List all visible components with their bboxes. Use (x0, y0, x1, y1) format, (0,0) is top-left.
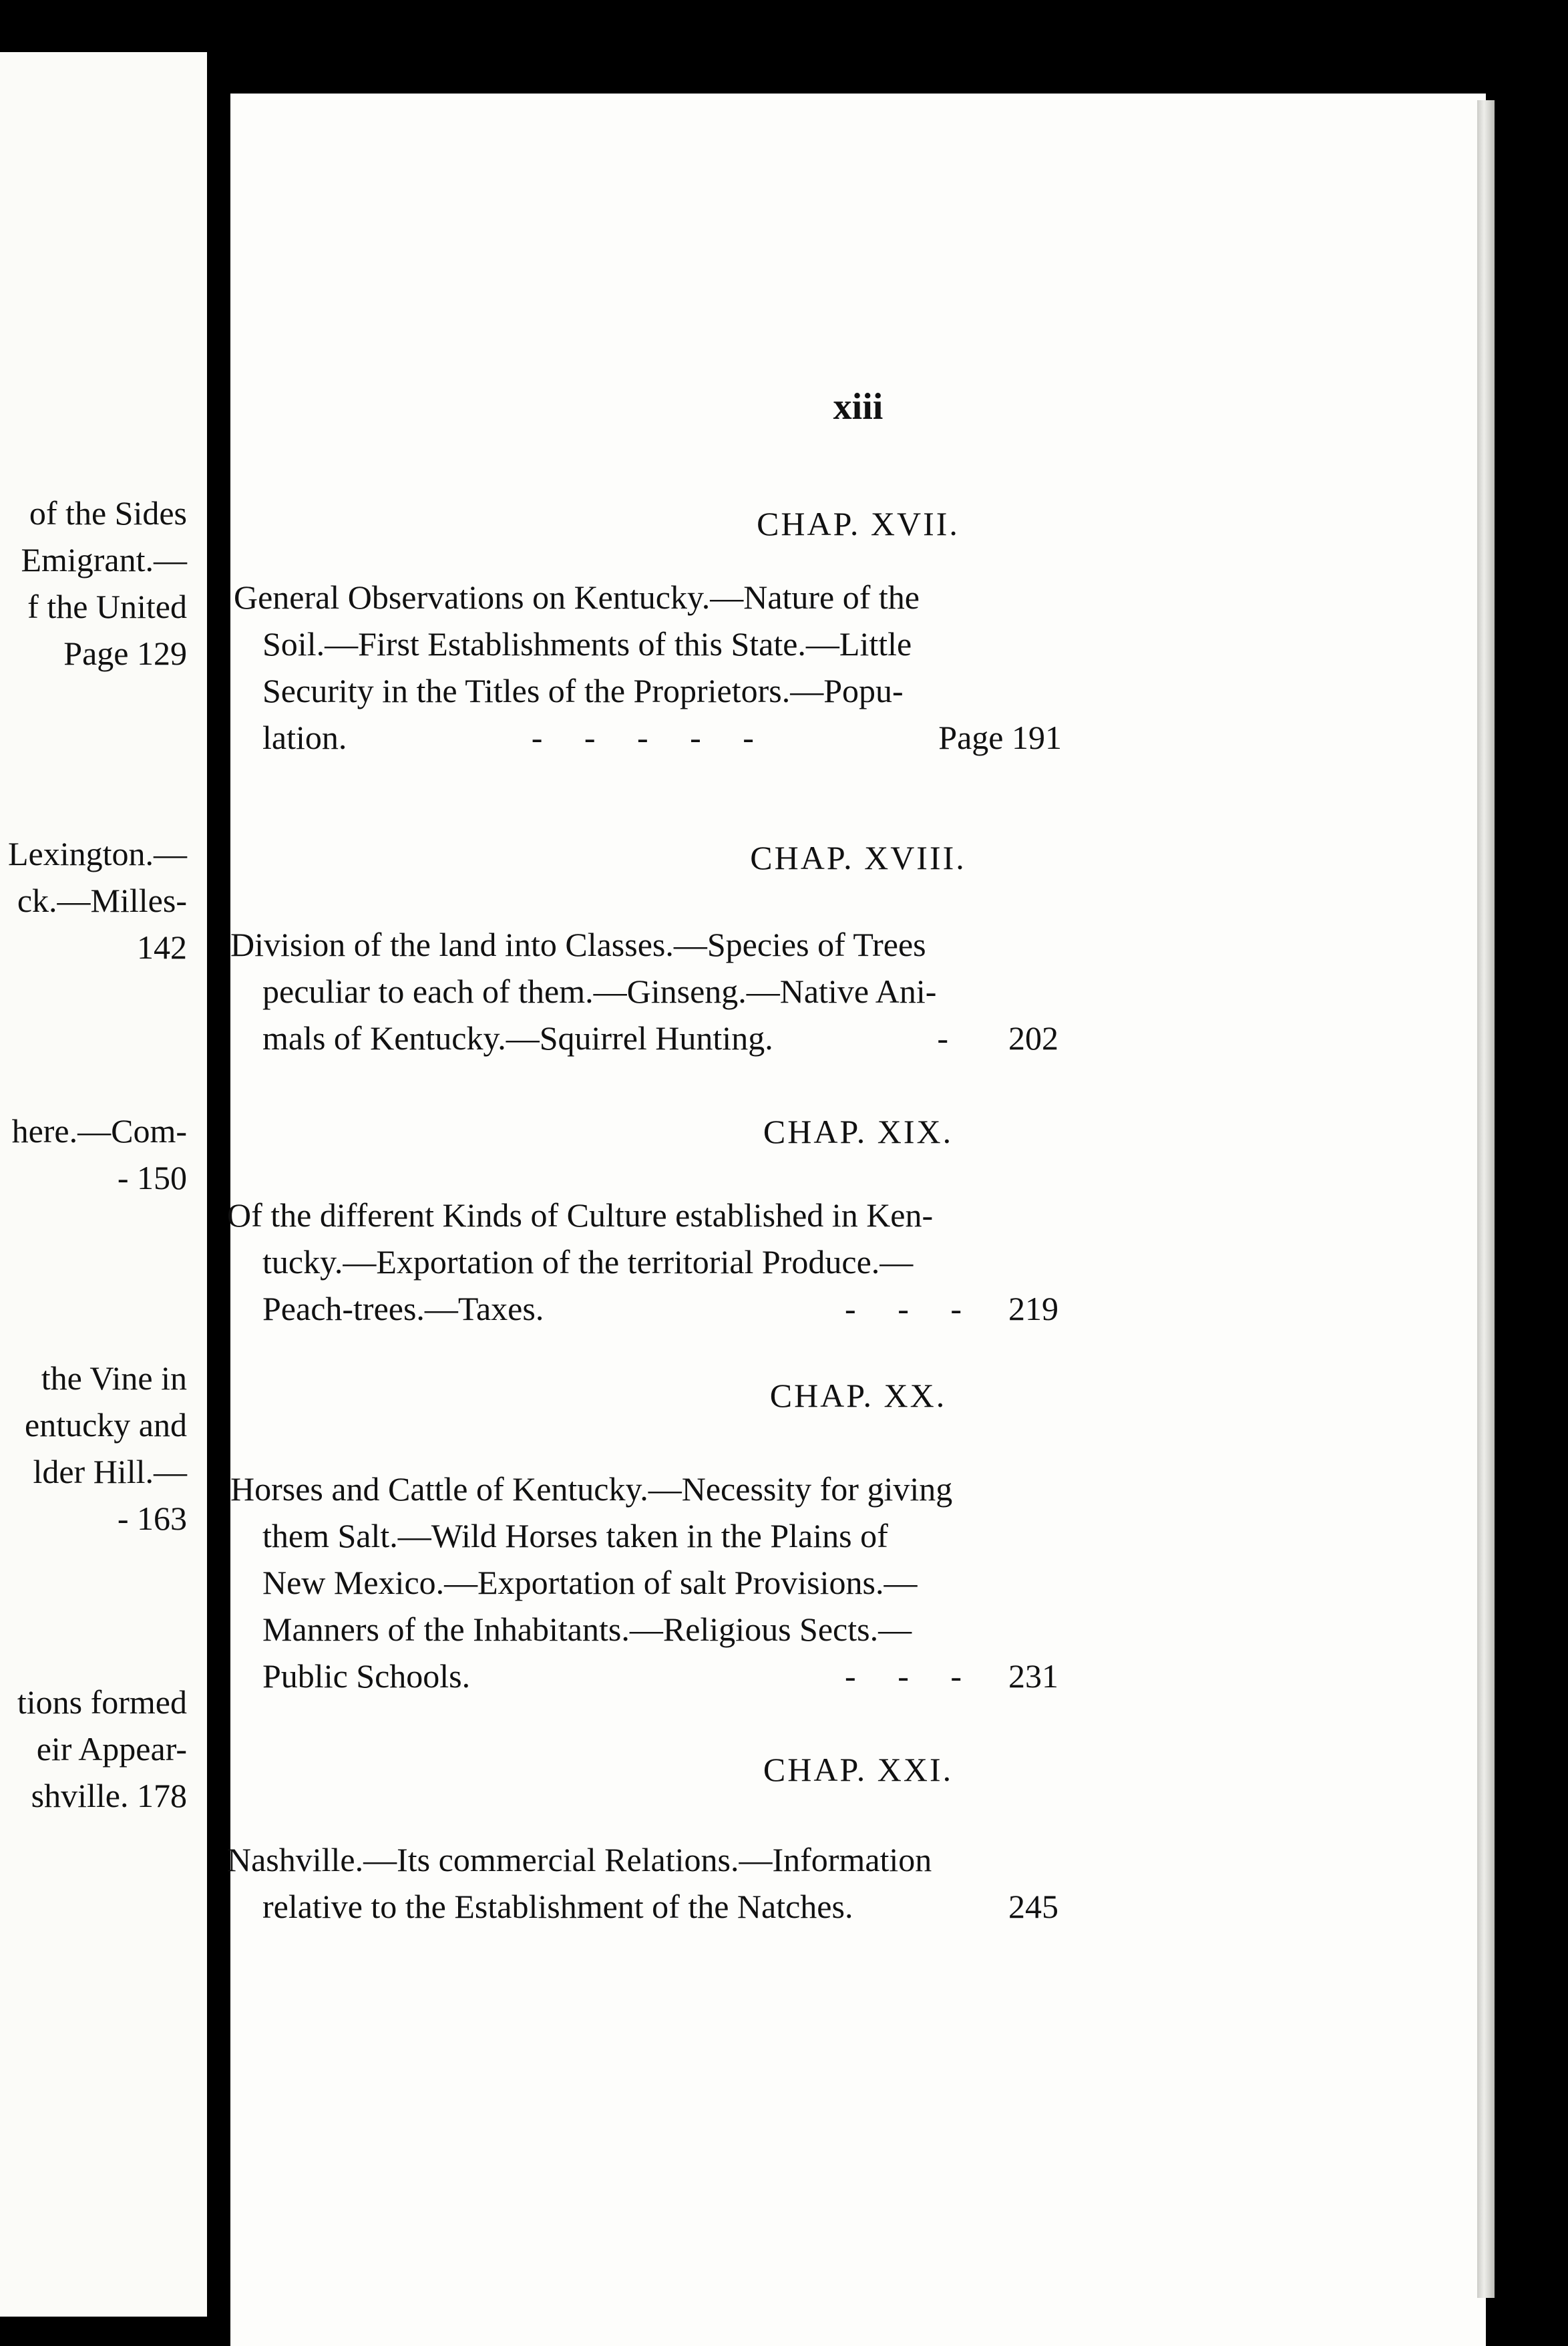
leader-dashes: - (937, 1019, 948, 1057)
page-ref: 219 (1008, 1290, 1058, 1327)
toc-last-line: Peach-trees.—Taxes. - - - 219 (262, 1290, 1058, 1327)
toc-last-line: relative to the Establishment of the Natches. 245 (262, 1888, 1058, 1925)
left-line: - 163 (117, 1500, 187, 1537)
toc-last-line: lation. - - - - - Page 191 (262, 719, 1062, 756)
left-line: - 150 (117, 1159, 187, 1196)
toc-line: them Salt.—Wild Horses taken in the Plains of (262, 1517, 888, 1554)
toc-line: Nashville.—Its commercial Relations.—Information (227, 1841, 932, 1878)
left-line: 142 (137, 929, 187, 966)
left-line: ck.—Milles- (17, 882, 187, 919)
leader-dashes: - - - (845, 1290, 962, 1327)
left-line: entucky and (25, 1406, 187, 1444)
left-line: shville. 178 (31, 1777, 187, 1814)
toc-line: Horses and Cattle of Kentucky.—Necessity for giving (230, 1470, 953, 1508)
leader-dashes: - - - (845, 1657, 962, 1695)
left-line: the Vine in (41, 1359, 187, 1397)
left-line: Lexington.— (7, 835, 187, 872)
left-line: here.—Com- (11, 1112, 187, 1150)
left-line: tions formed (17, 1683, 187, 1721)
chapter-heading: CHAP. XXI. (763, 1751, 954, 1788)
right-page (227, 94, 1486, 2346)
toc-last-line: mals of Kentucky.—Squirrel Hunting. - 202 (262, 1019, 1058, 1057)
page-ref: 245 (1008, 1888, 1058, 1925)
chapter-heading: CHAP. XIX. (763, 1113, 954, 1150)
left-line: Emigrant.— (21, 541, 187, 578)
page-number: xiii (833, 386, 884, 428)
toc-line: New Mexico.—Exportation of salt Provisions.— (262, 1564, 918, 1601)
left-page-fragment (0, 52, 207, 2317)
toc-line: Of the different Kinds of Culture established in Ken- (227, 1196, 934, 1234)
left-line: Page 129 (63, 635, 187, 672)
chapter-heading: CHAP. XX. (769, 1377, 947, 1414)
page-ref: Page 191 (938, 719, 1062, 756)
chapter-heading: CHAP. XVII. (757, 505, 960, 542)
toc-line: Soil.—First Establishments of this State.—Little (262, 625, 912, 663)
toc-line: General Observations on Kentucky.—Nature of the (234, 578, 920, 616)
toc-line: Manners of the Inhabitants.—Religious Sects.— (262, 1611, 912, 1648)
page-ref: 202 (1008, 1019, 1058, 1057)
left-line: eir Appear- (36, 1730, 187, 1768)
left-line: lder Hill.— (33, 1453, 187, 1490)
page-edge (1477, 100, 1495, 2298)
toc-line: peculiar to each of them.—Ginseng.—Native Ani- (262, 973, 937, 1010)
toc-line: tucky.—Exportation of the territorial Produce.— (262, 1243, 914, 1281)
page-ref: 231 (1008, 1657, 1058, 1695)
toc-last-line: Public Schools. - - - 231 (262, 1657, 1058, 1695)
toc-line: Security in the Titles of the Proprietors.—Popu- (262, 672, 904, 709)
leader-dashes: - - - - - (531, 719, 754, 756)
toc-line: Division of the land into Classes.—Species of Trees (230, 926, 926, 963)
chapter-heading: CHAP. XVIII. (750, 839, 966, 876)
left-line: f the United (27, 588, 187, 625)
left-line: of the Sides (29, 494, 187, 532)
